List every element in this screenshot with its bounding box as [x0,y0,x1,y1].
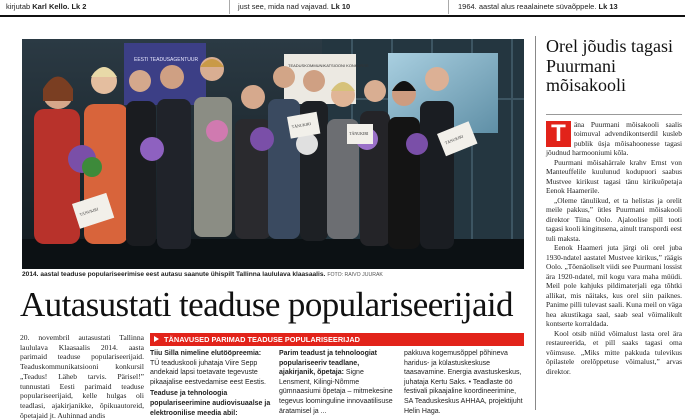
dropcap-letter: T [546,121,571,147]
photo-caption: 2014. aastal teaduse populariseerimise eest autasu saanute ühispilt Tallinna laululava klaasaalis. FOTO: RAIVO JUURAK [22,271,383,278]
sidebar-rule [546,114,682,115]
winners-column-3: pakkuva kogemusõppel põhineva haridus- ja külastuskeskuse taasavamine. Energia avastuskeskus, juhataja Kertu Saks. • Teadlaste öö festivali pikaajaline koordineerimine, SA Teaduskeskus AHHAA, projektijuht Helin Haga. [404,350,523,415]
svg-text:TÄNUKIRI: TÄNUKIRI [444,133,464,146]
screen-label-right: TEADUSKOMMUNIKATSIOONI KONKURSS [288,63,369,68]
top-teaser-strip [0,0,685,14]
svg-text:TÄNUKIRI: TÄNUKIRI [349,131,369,136]
teaser-middle: just see, mida nad vajavad. Lk 10 [238,2,351,11]
triangle-icon [154,336,159,342]
article-intro: 20. novembril autasustati Tallinna laululava Klaasaalis 2014. aasta parimaid teaduse populariseerijaid. Teaduskommunikatsiooni konkursil „Teadus! Läheb tarvis. Pärisel!” tunnustati Eesti parimaid teaduse populariseerijaid, kelle hulgas oli teadlasi, ajakirjanikke, õpikuautoreid, õpetajaid jt. Auhinnad andis [20,333,144,420]
photo-credit: FOTO: RAIVO JUURAK [327,272,383,278]
group-photo [22,39,524,269]
winners-column-1: Tiiu Silla nimeline elutööpreemia: TÜ teaduskooli juhataja Viire Sepp andekaid lapsi toetavate tegevuste pikaajalise eestvedamise eest Eestis. Teaduse ja tehnoloogia populariseerimine audiovisuaalse ja elektroonilise meedia abil: [150,350,271,417]
group-photo-illustration [22,39,524,269]
article-headline: Autasustati teaduse populariseerijaid [20,285,513,324]
winners-column-2: Parim teadust ja tehnoloogiat populariseeriv teadlane, ajakirjanik, õpetaja: Signe Lensment, Kilingi-Nõmme gümnaasiumi õpetaja – mitmekesine tegevus loominguline innovaatilisuse äratamisel ja ... [279,350,393,415]
teaser-divider [229,0,230,14]
svg-text:TÄNUKIRI: TÄNUKIRI [291,120,312,130]
sidebar-article: T äna Puurmani mõisakooli saalis toimuval advendikontserdil kusleb publik üsja mõisahoonesse tagasi jõudnud harmooniumi kõla. Puurmani mõisahärrale krahv Ernst von Manteuffelile kuulunud kodupuori saabus Mustvee kirikust tagasi tänu kirikuõpetaja Eenok Haamerile. „Oleme tänulikud, et ta helistas ja orelit meile pakkus,” ütles Puurmani mõisakooli direktor Tiina Oolo. Ajaloolise pill tooti tagasi kooli kingitusena, ainult transpordi eest tuli maksta. Eenok Haameri juta järgi oli orel juba 1930-ndatel aastatel Mustvee kirikus,” räägis Oolo. „Tõenäoliselt viidi see Puurmani lossist ära 1920-ndatel, mil kogu vara maha müüdi. Meil pole kahjuks pildimaterjali ega tõhtki allikat, mis näitaks, kus orel siin paiknes. Panime pilli tulevast saali. Kuna meil on väga hea akustikaga saal, saab seal võimalikult kontserte korraldada. Kool otsib nüüd võimalust lasta orel ära restaureerida, et pill saaks tagasi oma võimsuse. „Miks mitte pakkuda tulevikus õpilastele orelõppetuse võimalust,” arvas direktor. [546,120,682,376]
screen-label-left: EESTI TEADUSAGENTUUR [134,57,199,63]
svg-text:TÄNUKIRI: TÄNUKIRI [78,206,99,218]
teaser-right: 1964. aastal alus reaalainete süvaõppele. Lk 13 [458,2,618,11]
winners-banner: TÄNAVUSED PARIMAD TEADUSE POPULARISEERIJAD [150,333,524,346]
teaser-left: kirjutab Karl Kello. Lk 2 [6,2,87,11]
column-divider [535,36,536,410]
teaser-divider [448,0,449,14]
header-rule [0,15,685,17]
sidebar-headline: Orel jõudis tagasi Puurmani mõisakooli [546,36,673,95]
